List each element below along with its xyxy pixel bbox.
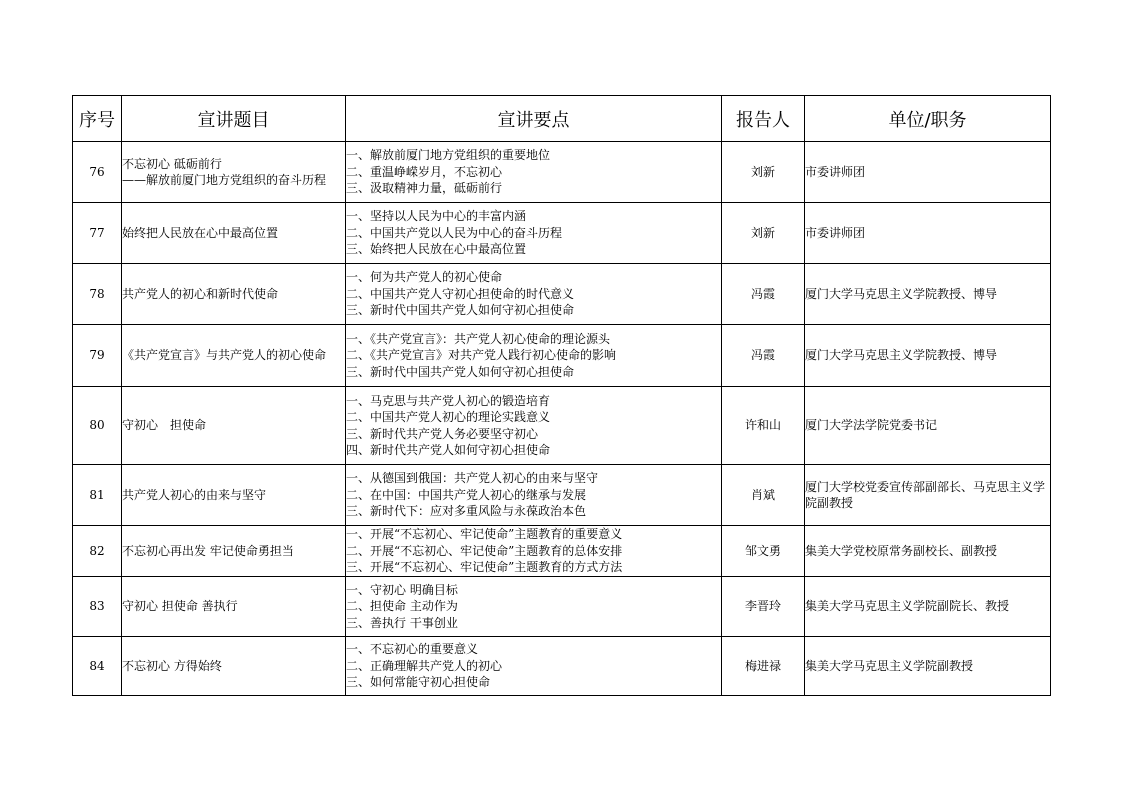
lecture-title bbox=[122, 203, 346, 264]
lecture-title bbox=[122, 526, 346, 577]
lecture-point: 三、新时代下：应对多重风险与永葆政治本色 bbox=[346, 504, 587, 519]
row-number: 81 bbox=[73, 465, 122, 526]
lecture-point: 三、新时代共产党人务必要坚守初心 bbox=[346, 426, 539, 441]
speaker-name: 冯霞 bbox=[722, 325, 805, 387]
lecture-point: 二、中国共产党人守初心担使命的时代意义 bbox=[346, 286, 575, 301]
lecture-point: 一、不忘初心的重要意义 bbox=[346, 642, 479, 657]
lecture-title-line: 《共产党宣言》与共产党人的初心使命 bbox=[122, 348, 327, 363]
table-row bbox=[73, 577, 1051, 637]
header-title: 宣讲题目 bbox=[122, 96, 346, 142]
lecture-point: 二、重温峥嵘岁月，不忘初心 bbox=[346, 164, 503, 179]
speaker-name: 邹文勇 bbox=[722, 526, 805, 577]
lecture-point: 二、开展“不忘初心、牢记使命”主题教育的总体安排 bbox=[346, 543, 623, 558]
lecture-point: 一、《共产党宣言》：共产党人初心使命的理论源头 bbox=[346, 331, 611, 346]
lecture-title-line: 守初心 担使命 善执行 bbox=[122, 599, 238, 614]
header-no: 序号 bbox=[73, 96, 122, 142]
header-row bbox=[73, 96, 1051, 142]
lecture-title-line: 始终把人民放在心中最高位置 bbox=[122, 225, 279, 240]
speaker-unit: 集美大学党校原常务副校长、副教授 bbox=[805, 526, 1051, 577]
lecture-title bbox=[122, 465, 346, 526]
row-number: 77 bbox=[73, 203, 122, 264]
lecture-point: 三、开展“不忘初心、牢记使命”主题教育的方式方法 bbox=[346, 560, 623, 575]
speaker-name: 李晋玲 bbox=[722, 577, 805, 637]
lecture-title-line: 共产党人初心的由来与坚守 bbox=[122, 487, 267, 502]
speaker-unit: 集美大学马克思主义学院副教授 bbox=[805, 637, 1051, 696]
table-row bbox=[73, 325, 1051, 387]
lecture-points bbox=[346, 577, 722, 637]
lecture-point: 一、守初心 明确目标 bbox=[346, 582, 458, 597]
lecture-point: 二、正确理解共产党人的初心 bbox=[346, 658, 503, 673]
speaker-unit: 厦门大学法学院党委书记 bbox=[805, 387, 1051, 465]
lecture-point: 一、从德国到俄国：共产党人初心的由来与坚守 bbox=[346, 471, 599, 486]
lecture-title bbox=[122, 325, 346, 387]
lecture-title-line: 不忘初心 方得始终 bbox=[122, 658, 222, 673]
lecture-title bbox=[122, 264, 346, 325]
row-number: 78 bbox=[73, 264, 122, 325]
header-unit: 单位/职务 bbox=[805, 96, 1051, 142]
lecture-title bbox=[122, 637, 346, 696]
lecture-point: 三、善执行 干事创业 bbox=[346, 615, 458, 630]
speaker-name: 刘新 bbox=[722, 142, 805, 203]
lecture-points bbox=[346, 637, 722, 696]
lecture-point: 三、始终把人民放在心中最高位置 bbox=[346, 242, 527, 257]
lecture-points bbox=[346, 465, 722, 526]
lecture-title-line: 不忘初心 砥砺前行 bbox=[122, 156, 222, 171]
lecture-points bbox=[346, 142, 722, 203]
table-row bbox=[73, 142, 1051, 203]
lecture-point: 三、如何常能守初心担使命 bbox=[346, 675, 491, 690]
table-row bbox=[73, 526, 1051, 577]
lecture-title-line: 不忘初心再出发 牢记使命勇担当 bbox=[122, 543, 294, 558]
speaker-name: 刘新 bbox=[722, 203, 805, 264]
lecture-title-line: 守初心 担使命 bbox=[122, 418, 207, 433]
row-number: 83 bbox=[73, 577, 122, 637]
speaker-unit: 市委讲师团 bbox=[805, 203, 1051, 264]
lecture-title-line: 共产党人的初心和新时代使命 bbox=[122, 286, 279, 301]
lecture-point: 二、中国共产党人初心的理论实践意义 bbox=[346, 410, 551, 424]
row-number: 80 bbox=[73, 387, 122, 465]
speaker-name: 许和山 bbox=[722, 387, 805, 465]
lecture-points bbox=[346, 264, 722, 325]
row-number: 79 bbox=[73, 325, 122, 387]
table-row bbox=[73, 264, 1051, 325]
lecture-point: 一、开展“不忘初心、牢记使命”主题教育的重要意义 bbox=[346, 527, 623, 542]
lecture-point: 四、新时代共产党人如何守初心担使命 bbox=[346, 443, 551, 457]
row-number: 76 bbox=[73, 142, 122, 203]
speaker-unit: 集美大学马克思主义学院副院长、教授 bbox=[805, 577, 1051, 637]
lecture-schedule-table bbox=[72, 95, 1051, 696]
lecture-title-line: ——解放前厦门地方党组织的奋斗历程 bbox=[122, 173, 327, 187]
lecture-point: 一、马克思与共产党人初心的锻造培育 bbox=[346, 393, 551, 408]
lecture-title bbox=[122, 577, 346, 637]
speaker-unit: 厦门大学马克思主义学院教授、博导 bbox=[805, 264, 1051, 325]
lecture-point: 三、新时代中国共产党人如何守初心担使命 bbox=[346, 303, 575, 318]
lecture-point: 二、在中国：中国共产党人初心的继承与发展 bbox=[346, 487, 587, 502]
lecture-points bbox=[346, 387, 722, 465]
lecture-point: 一、坚持以人民为中心的丰富内涵 bbox=[346, 209, 527, 224]
lecture-title bbox=[122, 387, 346, 465]
row-number: 84 bbox=[73, 637, 122, 696]
lecture-point: 二、《共产党宣言》对共产党人践行初心使命的影响 bbox=[346, 348, 617, 363]
lecture-points bbox=[346, 526, 722, 577]
table-row bbox=[73, 203, 1051, 264]
speaker-name: 梅进禄 bbox=[722, 637, 805, 696]
lecture-point: 一、何为共产党人的初心使命 bbox=[346, 270, 503, 285]
row-number: 82 bbox=[73, 526, 122, 577]
speaker-unit: 市委讲师团 bbox=[805, 142, 1051, 203]
table-row bbox=[73, 387, 1051, 465]
lecture-point: 三、新时代中国共产党人如何守初心担使命 bbox=[346, 364, 575, 379]
lecture-point: 一、解放前厦门地方党组织的重要地位 bbox=[346, 148, 551, 163]
table-row bbox=[73, 637, 1051, 696]
lecture-point: 三、汲取精神力量，砥砺前行 bbox=[346, 181, 503, 196]
speaker-name: 冯霞 bbox=[722, 264, 805, 325]
lecture-point: 二、担使命 主动作为 bbox=[346, 599, 458, 614]
header-points: 宣讲要点 bbox=[346, 96, 722, 142]
speaker-name: 肖斌 bbox=[722, 465, 805, 526]
lecture-points bbox=[346, 203, 722, 264]
header-speaker: 报告人 bbox=[722, 96, 805, 142]
speaker-unit: 厦门大学马克思主义学院教授、博导 bbox=[805, 325, 1051, 387]
lecture-title bbox=[122, 142, 346, 203]
lecture-points bbox=[346, 325, 722, 387]
speaker-unit: 厦门大学校党委宣传部副部长、马克思主义学院副教授 bbox=[805, 465, 1051, 526]
lecture-point: 二、中国共产党以人民为中心的奋斗历程 bbox=[346, 225, 563, 240]
table-row bbox=[73, 465, 1051, 526]
